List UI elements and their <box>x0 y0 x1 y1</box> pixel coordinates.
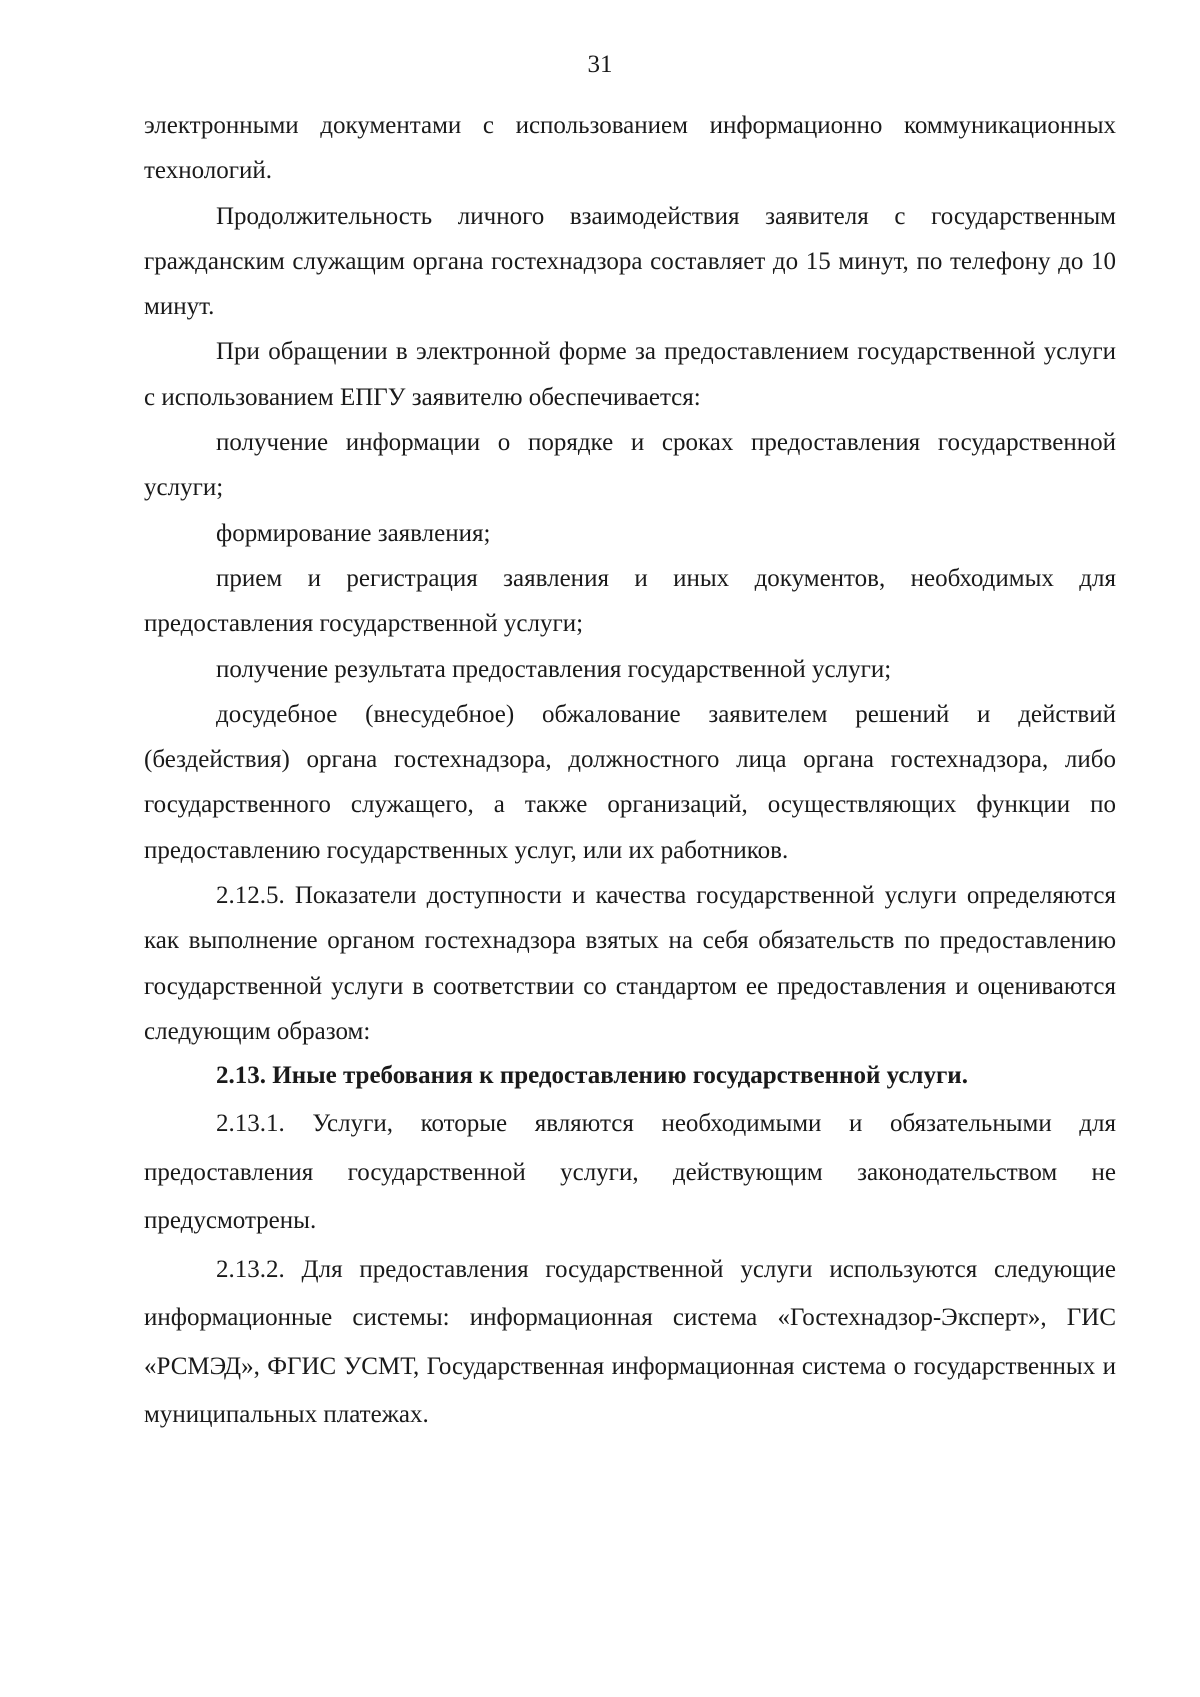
list-item-result: получение результата предоставления государственной услуги; <box>216 655 892 683</box>
section-2-13-2: 2.13.2. Для предоставления государственной услуги используются следующие информационные системы: информационная система «Гостехнадзор-Эксперт», ГИС «РСМЭД», ФГИС УСМТ, Государственная информационная система о государственных и муниципальных платежах. <box>144 1255 1116 1429</box>
paragraph-continuation: электронными документами с использованием информационно коммуникационных технологий. <box>144 112 1116 185</box>
section-heading-2-13: 2.13. Иные требования к предоставлению государственной услуги. <box>216 1062 968 1090</box>
list-item-appeal: досудебное (внесудебное) обжалование заявителем решений и действий (бездействия) органа гостехнадзора, должностного лица органа гостехнадзора, либо государственного служащего, а также организаций, осуществляющих функции по предоставлению государственных услуг, или их работников. <box>144 700 1116 864</box>
page-number: 31 <box>587 51 613 78</box>
list-item-application-form: формирование заявления; <box>216 519 491 547</box>
section-2-12-5: 2.12.5. Показатели доступности и качества государственной услуги определяются как выполнение органом гостехнадзора взятых на себя обязательств по предоставлению государственной услуги в соответствии со стандартом ее предоставления и оцениваются следующим образом: <box>144 882 1116 1045</box>
paragraph-duration: Продолжительность личного взаимодействия заявителя с государственным гражданским служащим органа гостехнадзора составляет до 15 минут, по телефону до 10 минут. <box>144 202 1116 321</box>
list-item-registration: прием и регистрация заявления и иных документов, необходимых для предоставления государственной услуги; <box>144 564 1116 638</box>
section-2-13-1: 2.13.1. Услуги, которые являются необходимыми и обязательными для предоставления государственной услуги, действующим законодательством не предусмотрены. <box>144 1110 1116 1235</box>
document-body <box>144 103 1116 1440</box>
paragraph-electronic-request: При обращении в электронной форме за предоставлением государственной услуги с использованием ЕПГУ заявителю обеспечивается: <box>144 338 1116 411</box>
list-item-info: получение информации о порядке и сроках предоставления государственной услуги; <box>144 429 1116 502</box>
